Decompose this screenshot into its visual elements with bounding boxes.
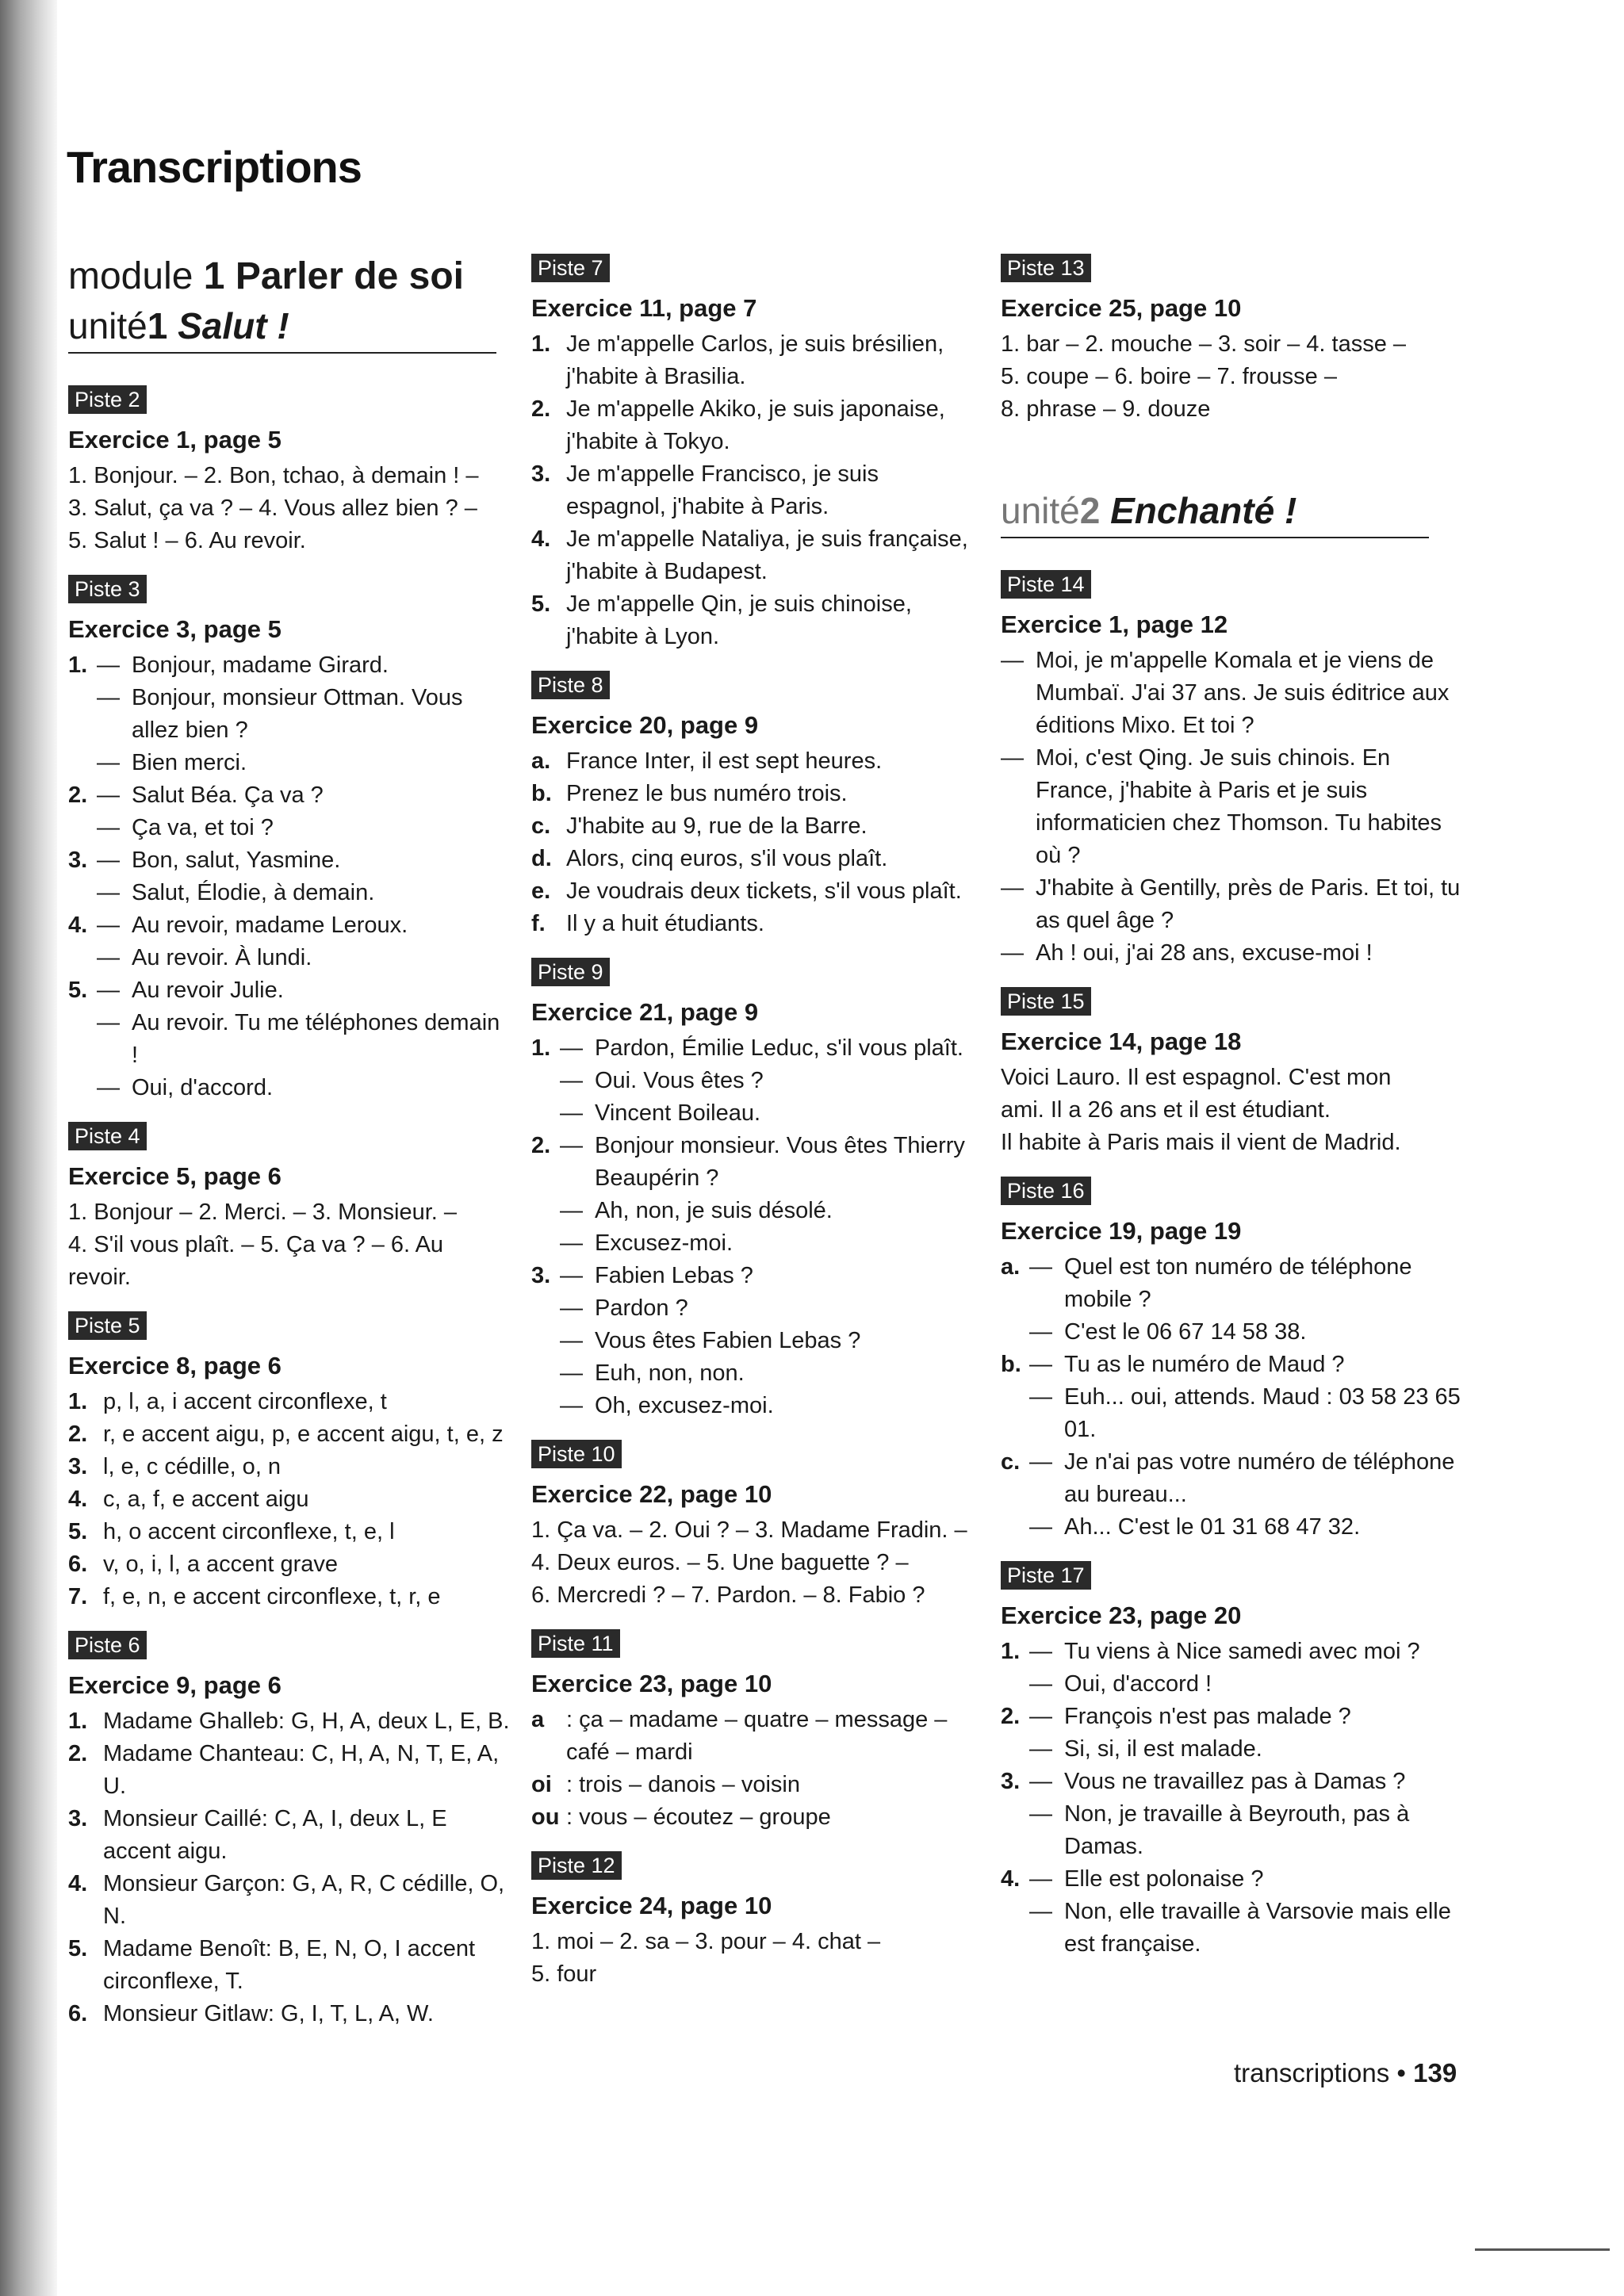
dialogue-text: Bonjour, monsieur Ottman. Vous allez bien ? <box>132 685 463 743</box>
list-item <box>531 908 975 940</box>
transcript-line: 1. bar – 2. mouche – 3. soir – 4. tasse – <box>1001 331 1407 357</box>
item-text: Madame Ghalleb: G, H, A, deux L, E, B. <box>103 1709 510 1734</box>
page-footer <box>1234 2058 1457 2088</box>
item-letter: c. <box>531 813 551 839</box>
unit-word: unité <box>68 305 147 346</box>
dialogue-text: Non, elle travaille à Varsovie mais elle est française. <box>1064 1899 1451 1957</box>
dialogue-line: 2. — Bonjour monsieur. Vous êtes Thierry Beaupérin ? <box>531 1130 975 1195</box>
item-letter: b. <box>531 781 552 806</box>
dialogue-line: — Euh... oui, attends. Maud : 03 58 23 65 01. <box>1001 1381 1461 1446</box>
item-text: Madame Chanteau: C, H, A, N, T, E, A, U. <box>103 1741 500 1799</box>
exercise-title: Exercice 22, page 10 <box>531 1480 772 1508</box>
item-number: 3. <box>68 1806 88 1831</box>
transcript-line: 1. Bonjour – 2. Merci. – 3. Monsieur. – <box>68 1200 458 1225</box>
item-number: 5. <box>68 1519 88 1544</box>
item-number: 2. <box>68 1422 88 1447</box>
unit-title: Enchanté ! <box>1110 490 1297 531</box>
transcript-line: 8. phrase – 9. douze <box>1001 396 1211 422</box>
item-number: 1. <box>68 1709 88 1734</box>
item-text: Alors, cinq euros, s'il vous plaît. <box>566 846 888 871</box>
unit-word: unité <box>1001 490 1080 531</box>
piste-label: Piste 4 <box>68 1122 147 1150</box>
module-word: module <box>68 255 193 297</box>
exercise-title: Exercice 9, page 6 <box>68 1671 282 1699</box>
footer-bullet: • <box>1396 2058 1406 2087</box>
item-text: : ça – madame – quatre – message – café – mardi <box>566 1707 948 1765</box>
list-item <box>68 1418 512 1451</box>
item-number: 2. <box>531 396 551 422</box>
dialogue-line: — Ah ! oui, j'ai 28 ans, excuse-moi ! <box>1001 937 1461 970</box>
list-item <box>68 1451 512 1483</box>
piste-label: Piste 17 <box>1001 1561 1091 1590</box>
item-number: 4. <box>68 913 88 938</box>
list-item <box>68 1933 512 1998</box>
dialogue-text: Pardon, Émilie Leduc, s'il vous plaît. <box>595 1035 963 1061</box>
dialogue-text: Tu viens à Nice samedi avec moi ? <box>1064 1639 1420 1664</box>
item-text: f, e, n, e accent circonflexe, t, r, e <box>103 1584 441 1609</box>
dialogue-text: Salut, Élodie, à demain. <box>132 880 375 905</box>
piste-label: Piste 12 <box>531 1851 622 1880</box>
dialogue-line: 1. — Pardon, Émilie Leduc, s'il vous plaît. <box>531 1032 975 1065</box>
item-number: 2. <box>68 1741 88 1766</box>
dialogue-text: Si, si, il est malade. <box>1064 1736 1262 1762</box>
exercise-title: Exercice 1, page 5 <box>68 426 282 453</box>
column-2 <box>531 254 975 2008</box>
item-number: 4. <box>1001 1866 1021 1892</box>
dialogue-line: — Non, je travaille à Beyrouth, pas à Damas. <box>1001 1798 1461 1863</box>
list-item <box>68 1803 512 1868</box>
list-item <box>531 875 975 908</box>
list-item <box>531 778 975 810</box>
dialogue-text: Au revoir. Tu me téléphones demain ! <box>132 1010 500 1068</box>
module-name: Parler de soi <box>235 255 464 297</box>
item-number: 4. <box>531 526 551 552</box>
transcript-line: 6. Mercredi ? – 7. Pardon. – 8. Fabio ? <box>531 1582 925 1608</box>
dialogue-text: Ah... C'est le 01 31 68 47 32. <box>1064 1514 1361 1540</box>
unit-1-heading <box>68 303 496 354</box>
dialogue-text: Quel est ton numéro de téléphone mobile ? <box>1064 1254 1412 1312</box>
dialogue-line: — C'est le 06 67 14 58 38. <box>1001 1316 1461 1349</box>
dialogue-line: 5. — Au revoir Julie. <box>68 974 512 1007</box>
dialogue-text: Vous ne travaillez pas à Damas ? <box>1064 1769 1406 1794</box>
item-number: 6. <box>68 1552 88 1577</box>
dialogue-line: — Au revoir. À lundi. <box>68 942 512 974</box>
dialogue-line: — Non, elle travaille à Varsovie mais elle est française. <box>1001 1896 1461 1961</box>
exercise-title: Exercice 21, page 9 <box>531 998 759 1026</box>
dialogue-text: Oh, excusez-moi. <box>595 1393 774 1418</box>
list-item <box>531 745 975 778</box>
item-text: Je m'appelle Carlos, je suis brésilien, j'habite à Brasilia. <box>566 331 944 389</box>
dialogue-line: — Si, si, il est malade. <box>1001 1733 1461 1766</box>
exercise-title: Exercice 24, page 10 <box>531 1892 772 1919</box>
piste-label: Piste 9 <box>531 958 610 986</box>
column-3 <box>1001 254 1461 1978</box>
item-number: 2. <box>68 783 88 808</box>
item-number: 2. <box>531 1133 551 1158</box>
dialogue-text: Au revoir, madame Leroux. <box>132 913 408 938</box>
item-letter: f. <box>531 911 546 936</box>
piste-label: Piste 5 <box>68 1311 147 1340</box>
dialogue-text: Elle est polonaise ? <box>1064 1866 1264 1892</box>
transcript-line: 5. four <box>531 1961 597 1987</box>
exercise-title: Exercice 25, page 10 <box>1001 294 1242 322</box>
dialogue-line: — Oui, d'accord. <box>68 1072 512 1104</box>
dialogue-line: 1. — Bonjour, madame Girard. <box>68 649 512 682</box>
item-number: 2. <box>1001 1704 1021 1729</box>
item-number: 3. <box>68 1454 88 1479</box>
piste-8-section <box>531 671 975 940</box>
exercise-title: Exercice 3, page 5 <box>68 615 282 643</box>
transcript-line: 4. S'il vous plaît. – 5. Ça va ? – 6. Au revoir. <box>68 1232 444 1290</box>
dialogue-text: Fabien Lebas ? <box>595 1263 753 1288</box>
dialogue-line: c. — Je n'ai pas votre numéro de téléphone au bureau... <box>1001 1446 1461 1511</box>
list-item <box>531 1769 975 1801</box>
list-item <box>531 1801 975 1834</box>
module-number: 1 <box>203 255 225 297</box>
dialogue-text: Bonjour monsieur. Vous êtes Thierry Beaupérin ? <box>595 1133 965 1191</box>
dialogue-text: Moi, c'est Qing. Je suis chinois. En France, j'habite à Paris et je suis informaticien chez Thomson. Tu habites où ? <box>1036 745 1442 868</box>
item-list <box>531 328 975 653</box>
item-list <box>531 745 975 940</box>
dialogue <box>531 1032 975 1422</box>
list-item <box>68 1548 512 1581</box>
item-text: Je voudrais deux tickets, s'il vous plaît. <box>566 878 962 904</box>
dialogue-line: — Vous êtes Fabien Lebas ? <box>531 1325 975 1357</box>
item-number: 1. <box>1001 1639 1021 1664</box>
list-item <box>531 458 975 523</box>
dialogue-text: Euh, non, non. <box>595 1360 745 1386</box>
dialogue-line: — Au revoir. Tu me téléphones demain ! <box>68 1007 512 1072</box>
item-text: Monsieur Caillé: C, A, I, deux L, E accent aigu. <box>103 1806 447 1864</box>
dialogue-text: Je n'ai pas votre numéro de téléphone au bureau... <box>1064 1449 1455 1507</box>
unit-number: 1 <box>147 305 168 346</box>
item-text: Monsieur Garçon: G, A, R, C cédille, O, N. <box>103 1871 505 1929</box>
item-text: h, o accent circonflexe, t, e, l <box>103 1519 395 1544</box>
transcript-line: 5. coupe – 6. boire – 7. frousse – <box>1001 364 1337 389</box>
dialogue-line: 4. — Au revoir, madame Leroux. <box>68 909 512 942</box>
dialogue <box>1001 1636 1461 1961</box>
sound-label: oi <box>531 1772 552 1797</box>
dialogue-line: — Oui, d'accord ! <box>1001 1668 1461 1701</box>
item-text: Je m'appelle Akiko, je suis japonaise, j'habite à Tokyo. <box>566 396 945 454</box>
item-number: 3. <box>1001 1769 1021 1794</box>
item-number: 4. <box>68 1487 88 1512</box>
item-number: 1. <box>531 1035 551 1061</box>
list-item <box>68 1738 512 1803</box>
dialogue-line: a. — Quel est ton numéro de téléphone mobile ? <box>1001 1251 1461 1316</box>
piste-9-section <box>531 958 975 1422</box>
dialogue-text: François n'est pas malade ? <box>1064 1704 1351 1729</box>
dialogue-text: Excusez-moi. <box>595 1230 733 1256</box>
item-number: 1. <box>68 1389 88 1414</box>
piste-6-section <box>68 1631 512 2030</box>
exercise-title: Exercice 23, page 10 <box>531 1670 772 1697</box>
dialogue-text: Ça va, et toi ? <box>132 815 274 840</box>
piste-3-section <box>68 575 512 1104</box>
item-letter: e. <box>531 878 551 904</box>
piste-label: Piste 6 <box>68 1631 147 1659</box>
sound-label: a <box>531 1707 545 1732</box>
dialogue-text: Euh... oui, attends. Maud : 03 58 23 65 01. <box>1064 1384 1461 1442</box>
piste-12-section <box>531 1851 975 1991</box>
transcript-line: 5. Salut ! – 6. Au revoir. <box>68 528 306 553</box>
piste-15-section <box>1001 987 1461 1159</box>
transcript-line: 1. Bonjour. – 2. Bon, tchao, à demain ! – <box>68 463 479 488</box>
dialogue-line: — Bien merci. <box>68 747 512 779</box>
transcript-line: Il habite à Paris mais il vient de Madrid. <box>1001 1130 1401 1155</box>
dialogue-line: — Vincent Boileau. <box>531 1097 975 1130</box>
dialogue-text: Ah, non, je suis désolé. <box>595 1198 833 1223</box>
dialogue-line: 3. — Fabien Lebas ? <box>531 1260 975 1292</box>
item-list <box>68 1705 512 2030</box>
list-item <box>68 1386 512 1418</box>
dialogue-line: 1. — Tu viens à Nice samedi avec moi ? <box>1001 1636 1461 1668</box>
item-number: 5. <box>68 1936 88 1961</box>
item-number: 6. <box>68 2001 88 2026</box>
dialogue-text: Bonjour, madame Girard. <box>132 652 389 678</box>
piste-10-section <box>531 1440 975 1612</box>
item-letter: c. <box>1001 1449 1021 1475</box>
dialogue-text: Au revoir Julie. <box>132 978 284 1003</box>
page-number: 139 <box>1413 2058 1457 2087</box>
unit-number: 2 <box>1079 490 1101 531</box>
book-spine-shadow <box>0 0 57 2296</box>
list-item <box>531 810 975 843</box>
exercise-title: Exercice 5, page 6 <box>68 1162 282 1190</box>
transcript-line: Voici Lauro. Il est espagnol. C'est mon <box>1001 1065 1392 1090</box>
piste-4-section <box>68 1122 512 1294</box>
item-number: 5. <box>68 978 88 1003</box>
dialogue-line: — Ça va, et toi ? <box>68 812 512 844</box>
exercise-title: Exercice 23, page 20 <box>1001 1601 1242 1629</box>
item-list <box>531 1704 975 1834</box>
list-item <box>68 1483 512 1516</box>
dialogue-line: — Excusez-moi. <box>531 1227 975 1260</box>
dialogue-text: Bon, salut, Yasmine. <box>132 848 341 873</box>
sound-label: ou <box>531 1804 560 1830</box>
exercise-title: Exercice 19, page 19 <box>1001 1217 1242 1245</box>
dialogue-line: 3. — Vous ne travaillez pas à Damas ? <box>1001 1766 1461 1798</box>
list-item <box>68 1705 512 1738</box>
dialogue-line: — Ah... C'est le 01 31 68 47 32. <box>1001 1511 1461 1544</box>
item-text: Prenez le bus numéro trois. <box>566 781 848 806</box>
unit-title: Salut ! <box>178 305 289 346</box>
piste-11-section <box>531 1629 975 1834</box>
item-text: Je m'appelle Qin, je suis chinoise, j'habite à Lyon. <box>566 591 912 649</box>
item-letter: d. <box>531 846 552 871</box>
dialogue-line: — J'habite à Gentilly, près de Paris. Et toi, tu as quel âge ? <box>1001 872 1461 937</box>
column-1 <box>68 254 512 2048</box>
list-item <box>68 1998 512 2030</box>
item-text: Je m'appelle Francisco, je suis espagnol, j'habite à Paris. <box>566 461 879 519</box>
dialogue-line: — Moi, c'est Qing. Je suis chinois. En France, j'habite à Paris et je suis informaticien chez Thomson. Tu habites où ? <box>1001 742 1461 872</box>
piste-label: Piste 13 <box>1001 254 1091 282</box>
dialogue-text: C'est le 06 67 14 58 38. <box>1064 1319 1307 1345</box>
dialogue-line: 4. — Elle est polonaise ? <box>1001 1863 1461 1896</box>
list-item <box>68 1581 512 1613</box>
exercise-title: Exercice 8, page 6 <box>68 1352 282 1380</box>
item-text: Il y a huit étudiants. <box>566 911 764 936</box>
item-text: : vous – écoutez – groupe <box>566 1804 831 1830</box>
item-number: 3. <box>68 848 88 873</box>
dialogue-text: Oui, d'accord ! <box>1064 1671 1212 1697</box>
item-text: : trois – danois – voisin <box>566 1772 800 1797</box>
piste-7-section <box>531 254 975 653</box>
transcript-line: 1. Ça va. – 2. Oui ? – 3. Madame Fradin. – <box>531 1517 967 1543</box>
item-letter: a. <box>531 748 551 774</box>
piste-label: Piste 11 <box>531 1629 620 1658</box>
transcript-line: 1. moi – 2. sa – 3. pour – 4. chat – <box>531 1929 881 1954</box>
exercise-title: Exercice 20, page 9 <box>531 711 759 739</box>
transcript-line: 3. Salut, ça va ? – 4. Vous allez bien ? – <box>68 496 477 521</box>
piste-label: Piste 14 <box>1001 570 1091 599</box>
dialogue-text: Oui, d'accord. <box>132 1075 274 1100</box>
dialogue <box>68 649 512 1104</box>
piste-13-section <box>1001 254 1461 426</box>
unit-2-heading <box>1001 488 1429 538</box>
item-number: 1. <box>68 652 88 678</box>
dialogue-line: — Ah, non, je suis désolé. <box>531 1195 975 1227</box>
exercise-title: Exercice 14, page 18 <box>1001 1027 1242 1055</box>
transcript-line: 4. Deux euros. – 5. Une baguette ? – <box>531 1550 909 1575</box>
piste-label: Piste 7 <box>531 254 610 282</box>
module-heading <box>68 254 512 300</box>
dialogue-text: Non, je travaille à Beyrouth, pas à Damas. <box>1064 1801 1410 1859</box>
list-item <box>68 1868 512 1933</box>
piste-label: Piste 16 <box>1001 1177 1091 1205</box>
dialogue-line: — Oui. Vous êtes ? <box>531 1065 975 1097</box>
transcript-line: ami. Il a 26 ans et il est étudiant. <box>1001 1097 1331 1123</box>
item-letter: a. <box>1001 1254 1021 1280</box>
item-letter: b. <box>1001 1352 1021 1377</box>
dialogue-text: Bien merci. <box>132 750 247 775</box>
dialogue-text: J'habite à Gentilly, près de Paris. Et toi, tu as quel âge ? <box>1036 875 1461 933</box>
dialogue-text: Pardon ? <box>595 1295 688 1321</box>
piste-16-section <box>1001 1177 1461 1544</box>
dialogue-line: — Euh, non, non. <box>531 1357 975 1390</box>
item-text: v, o, i, l, a accent grave <box>103 1552 339 1577</box>
dialogue-text: Ah ! oui, j'ai 28 ans, excuse-moi ! <box>1036 940 1373 966</box>
item-number: 7. <box>68 1584 88 1609</box>
item-number: 3. <box>531 461 551 487</box>
dialogue-line: 3. — Bon, salut, Yasmine. <box>68 844 512 877</box>
item-text: p, l, a, i accent circonflexe, t <box>103 1389 387 1414</box>
exercise-title: Exercice 11, page 7 <box>531 294 757 322</box>
dialogue-line: — Bonjour, monsieur Ottman. Vous allez bien ? <box>68 682 512 747</box>
piste-label: Piste 2 <box>68 385 147 414</box>
list-item <box>531 393 975 458</box>
item-text: France Inter, il est sept heures. <box>566 748 883 774</box>
item-number: 5. <box>531 591 551 617</box>
list-item <box>531 523 975 588</box>
list-item <box>531 843 975 875</box>
piste-label: Piste 15 <box>1001 987 1091 1016</box>
dialogue <box>1001 1251 1461 1544</box>
dialogue-text: Vincent Boileau. <box>595 1100 761 1126</box>
item-text: c, a, f, e accent aigu <box>103 1487 309 1512</box>
item-text: r, e accent aigu, p, e accent aigu, t, e, z <box>103 1422 504 1447</box>
dialogue-line: — Moi, je m'appelle Komala et je viens de Mumbaï. J'ai 37 ans. Je suis éditrice aux éditions Mixo. Et toi ? <box>1001 645 1461 742</box>
dialogue-text: Vous êtes Fabien Lebas ? <box>595 1328 861 1353</box>
item-text: l, e, c cédille, o, n <box>103 1454 282 1479</box>
dialogue-text: Moi, je m'appelle Komala et je viens de Mumbaï. J'ai 37 ans. Je suis éditrice aux éditions Mixo. Et toi ? <box>1036 648 1450 738</box>
dialogue-text: Salut Béa. Ça va ? <box>132 783 324 808</box>
footer-label: transcriptions <box>1234 2058 1390 2087</box>
exercise-title: Exercice 1, page 12 <box>1001 610 1228 638</box>
piste-17-section <box>1001 1561 1461 1961</box>
piste-label: Piste 10 <box>531 1440 622 1468</box>
piste-2-section <box>68 385 512 557</box>
item-list <box>68 1386 512 1613</box>
item-number: 3. <box>531 1263 551 1288</box>
dialogue-line: — Oh, excusez-moi. <box>531 1390 975 1422</box>
list-item <box>68 1516 512 1548</box>
page-title: Transcriptions <box>67 142 362 192</box>
piste-label: Piste 3 <box>68 575 147 603</box>
piste-14-section <box>1001 570 1461 970</box>
dialogue-line: b. — Tu as le numéro de Maud ? <box>1001 1349 1461 1381</box>
list-item <box>531 328 975 393</box>
dialogue-line: — Pardon ? <box>531 1292 975 1325</box>
item-text: Monsieur Gitlaw: G, I, T, L, A, W. <box>103 2001 434 2026</box>
list-item <box>531 588 975 653</box>
item-text: Madame Benoît: B, E, N, O, I accent circonflexe, T. <box>103 1936 476 1994</box>
dialogue-line: 2. — Salut Béa. Ça va ? <box>68 779 512 812</box>
dialogue-text: Au revoir. À lundi. <box>132 945 312 970</box>
dialogue-text: Tu as le numéro de Maud ? <box>1064 1352 1345 1377</box>
item-text: J'habite au 9, rue de la Barre. <box>566 813 868 839</box>
dialogue-line: 2. — François n'est pas malade ? <box>1001 1701 1461 1733</box>
item-number: 1. <box>531 331 551 357</box>
piste-5-section <box>68 1311 512 1613</box>
dialogue <box>1001 645 1461 970</box>
dialogue-line: — Salut, Élodie, à demain. <box>68 877 512 909</box>
item-text: Je m'appelle Nataliya, je suis française, j'habite à Budapest. <box>566 526 968 584</box>
piste-label: Piste 8 <box>531 671 610 699</box>
list-item <box>531 1704 975 1769</box>
dialogue-text: Oui. Vous êtes ? <box>595 1068 764 1093</box>
page-edge-line <box>1475 2248 1610 2251</box>
item-number: 4. <box>68 1871 88 1896</box>
